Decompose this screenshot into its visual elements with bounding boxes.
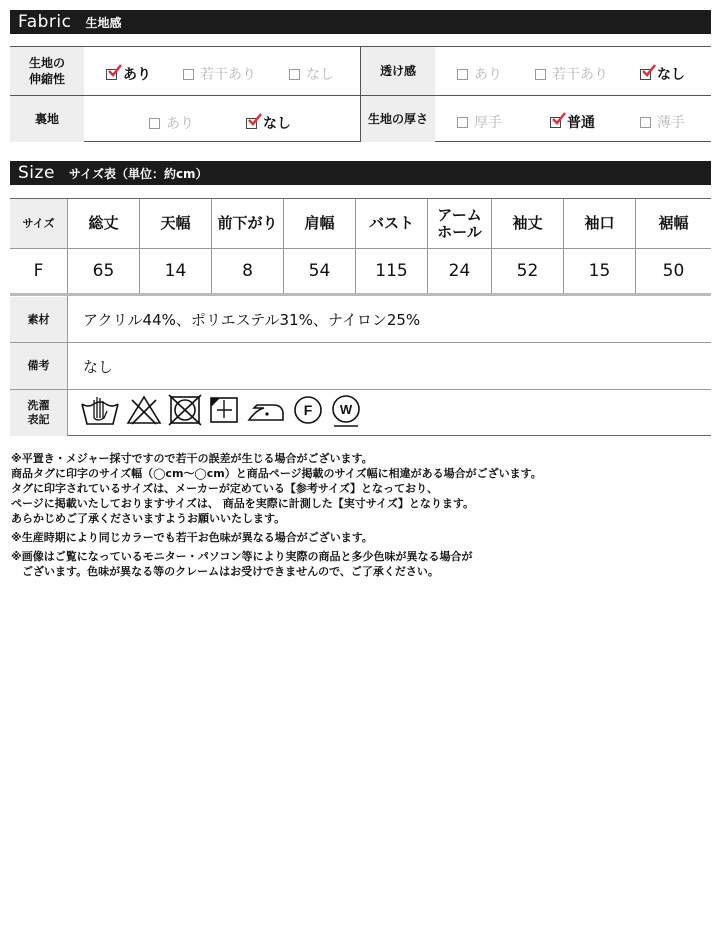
stretch-option-slight: 若干あり	[183, 64, 256, 84]
care-symbols	[80, 394, 362, 428]
material-value: アクリル44%、ポリエステル31%、ナイロン25%	[83, 311, 421, 329]
size-value: 65	[92, 261, 115, 281]
size-value: 14	[164, 261, 187, 281]
hand-wash-icon	[80, 394, 120, 426]
col-header: アーム ホール	[437, 205, 482, 241]
checkbox-checked-icon	[106, 69, 117, 80]
col-header: 総丈	[88, 214, 119, 232]
care-label: 洗濯 表記	[10, 390, 67, 436]
lining-option-yes: あり	[149, 113, 194, 133]
note-line: ※平置き・メジャー採寸ですので若干の誤差が生じる場合がございます。	[11, 452, 373, 465]
stretch-option-yes: あり	[106, 64, 151, 84]
size-column-header: サイズ	[10, 199, 67, 248]
remarks-label: 備考	[10, 343, 67, 389]
checkbox-icon	[640, 117, 651, 128]
lining-label: 裏地	[10, 96, 84, 142]
col-header: 裾幅	[658, 214, 689, 232]
thickness-option-normal: 普通	[550, 112, 595, 132]
col-header: バスト	[368, 214, 414, 232]
col-header: 天幅	[160, 214, 191, 232]
size-table	[10, 198, 711, 436]
fabric-header	[10, 10, 711, 34]
note-line: ※生産時期により同じカラーでも若干お色味が異なる場合がございます。	[11, 531, 373, 544]
size-value: 115	[375, 261, 408, 281]
wet-clean-w-icon	[330, 394, 362, 428]
checkbox-checked-icon	[550, 117, 561, 128]
sheer-option-yes: あり	[457, 64, 502, 84]
checkbox-checked-icon	[246, 118, 257, 129]
checkbox-icon	[457, 69, 468, 80]
iron-low-icon	[246, 394, 286, 426]
size-header	[10, 161, 711, 185]
col-header: 肩幅	[304, 214, 335, 232]
size-value: 8	[242, 261, 253, 281]
svg-text:F: F	[303, 402, 313, 418]
fabric-table	[10, 46, 711, 142]
col-header: 前下がり	[217, 214, 278, 232]
fabric-subtitle: 生地感	[85, 15, 122, 30]
checkbox-icon	[457, 117, 468, 128]
sheer-option-none: なし	[640, 64, 685, 84]
thickness-option-thin: 薄手	[640, 112, 685, 132]
size-value: 15	[588, 261, 611, 281]
stretch-label: 生地の 伸縮性	[10, 47, 84, 95]
remarks-value: なし	[83, 357, 114, 376]
checkbox-icon	[289, 69, 300, 80]
thickness-option-thick: 厚手	[457, 112, 502, 132]
lining-option-none: なし	[246, 113, 291, 133]
notes	[11, 451, 711, 579]
note-line: ページに掲載いたしておりますサイズは、 商品を実際に計測した【実寸サイズ】となります。	[11, 497, 474, 510]
note-line: 商品タグに印字のサイズ幅（◯cm〜◯cm）と商品ページ掲載のサイズ幅に相違がある場合がございます。	[11, 467, 542, 480]
checkbox-icon	[535, 69, 546, 80]
col-header: 袖丈	[512, 214, 543, 232]
fabric-title: Fabric	[18, 12, 72, 32]
thickness-label: 生地の厚さ	[361, 96, 435, 142]
svg-text:W: W	[339, 402, 353, 417]
note-line: タグに印字されているサイズは、メーカーが定めている【参考サイズ】となっており、	[11, 482, 439, 495]
stretch-option-none: なし	[289, 64, 334, 84]
checkbox-checked-icon	[640, 69, 651, 80]
size-value: 24	[448, 261, 471, 281]
note-line: あらかじめご了承くださいますようお願いいたします。	[11, 512, 286, 525]
no-bleach-icon	[126, 394, 162, 426]
checkbox-icon	[149, 118, 160, 129]
sheer-label: 透け感	[361, 47, 435, 95]
size-value: 50	[662, 261, 685, 281]
dry-clean-f-icon	[292, 394, 324, 426]
note-line: ございます。色味が異なる等のクレームはお受けできませんので、ご了承ください。	[11, 565, 439, 578]
no-tumble-dry-icon	[168, 394, 202, 426]
size-subtitle: サイズ表（単位：約cm）	[68, 166, 208, 181]
shade-line-dry-icon	[208, 394, 240, 426]
sheer-option-slight: 若干あり	[535, 64, 608, 84]
material-label: 素材	[10, 297, 67, 342]
size-title: Size	[18, 163, 55, 183]
checkbox-icon	[183, 69, 194, 80]
size-row-label: F	[10, 249, 67, 293]
size-value: 54	[308, 261, 331, 281]
note-line: ※画像はご覧になっているモニター・パソコン等により実際の商品と多少色味が異なる場合が	[11, 550, 473, 563]
col-header: 袖口	[584, 214, 615, 232]
size-value: 52	[516, 261, 539, 281]
